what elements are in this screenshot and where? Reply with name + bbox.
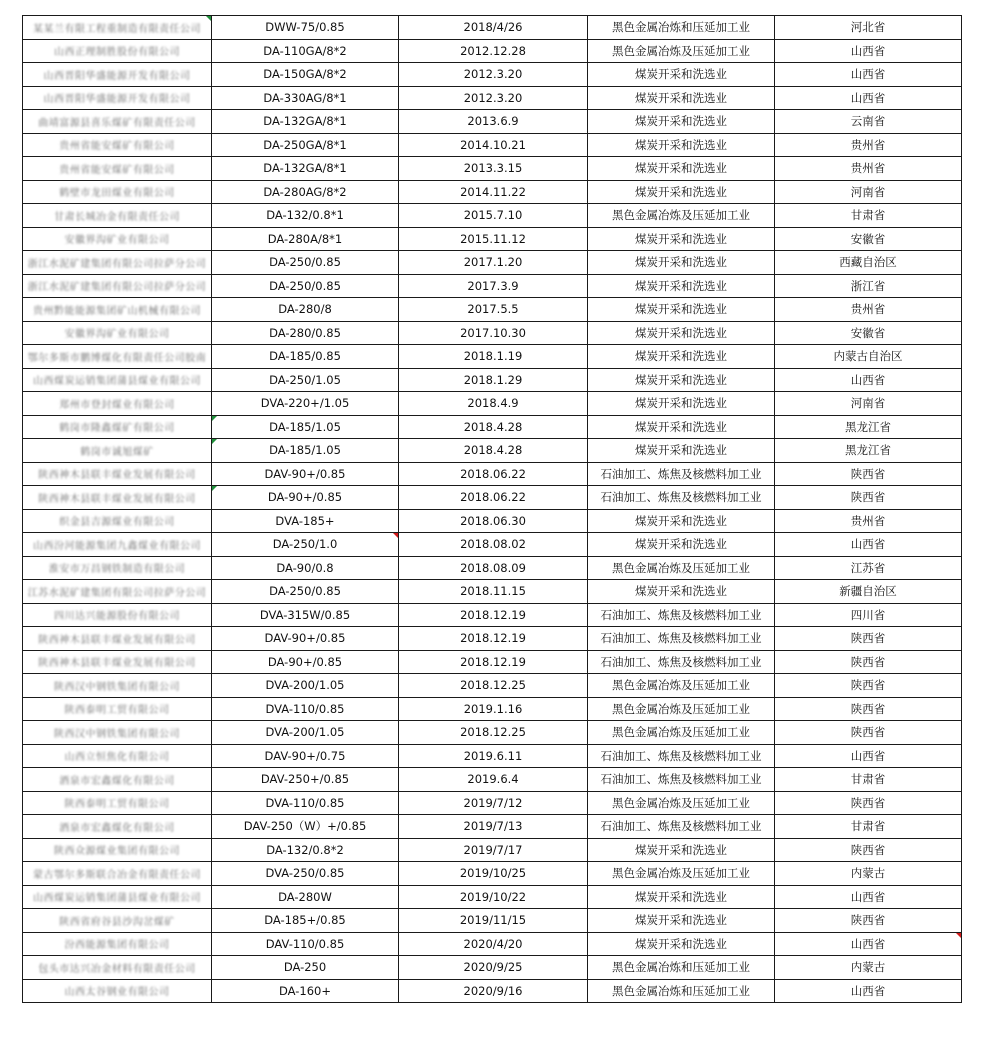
cell-industry[interactable]: 煤炭开采和洗选业 (588, 298, 775, 322)
cell-date[interactable]: 2018.06.22 (399, 462, 588, 486)
cell-company[interactable] (23, 956, 212, 980)
cell-industry[interactable]: 石油加工、炼焦及核燃料加工业 (588, 462, 775, 486)
cell-province[interactable]: 陕西省 (775, 721, 962, 745)
cell-company[interactable] (23, 63, 212, 87)
cell-date[interactable]: 2012.12.28 (399, 39, 588, 63)
cell-model[interactable]: DA-90/0.8 (212, 556, 399, 580)
table-row[interactable] (23, 697, 962, 721)
cell-province[interactable]: 浙江省 (775, 274, 962, 298)
cell-model[interactable]: DA-110GA/8*2 (212, 39, 399, 63)
cell-company[interactable] (23, 627, 212, 651)
company-name-redacted: 包头市达兴冶金材料有限责任公司 (38, 963, 196, 975)
cell-company[interactable] (23, 556, 212, 580)
cell-date[interactable]: 2018.06.22 (399, 486, 588, 510)
table-row[interactable] (23, 838, 962, 862)
table-row[interactable] (23, 885, 962, 909)
cell-model[interactable]: DAV-110/0.85 (212, 932, 399, 956)
cell-model[interactable]: DA-280/8 (212, 298, 399, 322)
cell-company[interactable] (23, 838, 212, 862)
cell-date[interactable]: 2018.4.9 (399, 392, 588, 416)
cell-model[interactable]: DVA-315W/0.85 (212, 603, 399, 627)
cell-industry[interactable]: 煤炭开采和洗选业 (588, 157, 775, 181)
cell-model[interactable]: DA-280W (212, 885, 399, 909)
table-row[interactable] (23, 979, 962, 1003)
table-row[interactable] (23, 768, 962, 792)
cell-province[interactable]: 陕西省 (775, 838, 962, 862)
cell-province[interactable]: 贵州省 (775, 298, 962, 322)
cell-model[interactable]: DVA-220+/1.05 (212, 392, 399, 416)
cell-date[interactable]: 2013.6.9 (399, 110, 588, 134)
cell-date[interactable]: 2018.1.29 (399, 368, 588, 392)
cell-model[interactable]: DWW-75/0.85 (212, 16, 399, 40)
cell-province[interactable]: 黑龙江省 (775, 415, 962, 439)
cell-company[interactable] (23, 133, 212, 157)
cell-model[interactable]: DA-132GA/8*1 (212, 110, 399, 134)
company-name-redacted: 郑州市登封煤业有限公司 (59, 399, 175, 411)
company-name-redacted: 汾西能源集团有限公司 (64, 940, 170, 952)
cell-province[interactable]: 山西省 (775, 932, 962, 956)
cell-industry[interactable]: 煤炭开采和洗选业 (588, 885, 775, 909)
table-row[interactable] (23, 274, 962, 298)
cell-industry[interactable]: 黑色金属冶炼及压延加工业 (588, 39, 775, 63)
company-name-redacted: 甘肃长城冶金有限责任公司 (54, 211, 180, 223)
cell-company[interactable] (23, 345, 212, 369)
cell-industry[interactable]: 黑色金属冶炼和压延加工业 (588, 979, 775, 1003)
table-row[interactable] (23, 721, 962, 745)
cell-province[interactable]: 内蒙古 (775, 862, 962, 886)
table-row[interactable] (23, 368, 962, 392)
cell-company[interactable] (23, 815, 212, 839)
cell-industry[interactable]: 煤炭开采和洗选业 (588, 392, 775, 416)
table-row[interactable] (23, 603, 962, 627)
company-name-redacted: 山西立恒焦化有限公司 (64, 752, 170, 764)
cell-date[interactable]: 2019/7/12 (399, 791, 588, 815)
company-name-redacted: 鄂尔多斯市鹏博煤化有限责任公司胶南 (27, 352, 207, 364)
cell-model[interactable]: DAV-250+/0.85 (212, 768, 399, 792)
cell-company[interactable] (23, 462, 212, 486)
cell-province[interactable]: 山西省 (775, 885, 962, 909)
cell-date[interactable]: 2020/9/25 (399, 956, 588, 980)
cell-company[interactable] (23, 110, 212, 134)
table-row[interactable] (23, 204, 962, 228)
cell-company[interactable] (23, 298, 212, 322)
cell-company[interactable] (23, 86, 212, 110)
cell-industry[interactable]: 煤炭开采和洗选业 (588, 345, 775, 369)
company-name-redacted: 贵州省能安煤矿有限公司 (59, 164, 175, 176)
cell-date[interactable]: 2017.1.20 (399, 251, 588, 275)
table-row[interactable] (23, 815, 962, 839)
cell-province[interactable]: 山西省 (775, 39, 962, 63)
cell-date[interactable]: 2019.6.11 (399, 744, 588, 768)
company-name-redacted: 陕西众源煤业集团有限公司 (54, 846, 180, 858)
cell-date[interactable]: 2012.3.20 (399, 63, 588, 87)
company-name-redacted: 山西太谷钢业有限公司 (64, 987, 170, 999)
cell-date[interactable]: 2018.08.02 (399, 533, 588, 557)
cell-model[interactable]: DVA-110/0.85 (212, 697, 399, 721)
cell-industry[interactable]: 煤炭开采和洗选业 (588, 533, 775, 557)
company-name-redacted: 某某兰有限工程重制造有限责任公司 (33, 23, 201, 35)
cell-date[interactable]: 2014.11.22 (399, 180, 588, 204)
company-name-redacted: 浙江水泥矿建集团有限公司拉萨分公司 (27, 282, 207, 294)
cell-model[interactable]: DA-185/0.85 (212, 345, 399, 369)
table-row[interactable] (23, 345, 962, 369)
table-row[interactable] (23, 627, 962, 651)
cell-model[interactable]: DAV-90+/0.75 (212, 744, 399, 768)
cell-province[interactable]: 黑龙江省 (775, 439, 962, 463)
cell-model[interactable]: DA-280A/8*1 (212, 227, 399, 251)
cell-industry[interactable]: 煤炭开采和洗选业 (588, 321, 775, 345)
company-name-redacted: 陕西汉中钢铁集团有限公司 (54, 728, 180, 740)
cell-industry[interactable]: 黑色金属冶炼及压延加工业 (588, 862, 775, 886)
cell-province[interactable]: 新疆自治区 (775, 580, 962, 604)
cell-model[interactable]: DA-330AG/8*1 (212, 86, 399, 110)
cell-date[interactable]: 2019/10/22 (399, 885, 588, 909)
cell-company[interactable] (23, 509, 212, 533)
cell-model[interactable]: DA-250/0.85 (212, 274, 399, 298)
cell-company[interactable] (23, 227, 212, 251)
cell-industry[interactable]: 煤炭开采和洗选业 (588, 932, 775, 956)
table-body (23, 16, 962, 1003)
cell-date[interactable]: 2018.12.19 (399, 650, 588, 674)
cell-model[interactable]: DA-90+/0.85 (212, 486, 399, 510)
cell-date[interactable]: 2017.5.5 (399, 298, 588, 322)
cell-model[interactable]: DA-185/1.05 (212, 415, 399, 439)
cell-model[interactable]: DAV-90+/0.85 (212, 462, 399, 486)
table-row[interactable] (23, 63, 962, 87)
cell-industry[interactable]: 黑色金属冶炼和压延加工业 (588, 956, 775, 980)
cell-province[interactable]: 河北省 (775, 16, 962, 40)
cell-date[interactable]: 2020/9/16 (399, 979, 588, 1003)
cell-company[interactable] (23, 650, 212, 674)
cell-province[interactable]: 安徽省 (775, 321, 962, 345)
cell-date[interactable]: 2017.10.30 (399, 321, 588, 345)
company-name-redacted: 山西汾河能源集团九鑫煤业有限公司 (33, 540, 201, 552)
cell-industry[interactable]: 煤炭开采和洗选业 (588, 368, 775, 392)
table-row[interactable] (23, 415, 962, 439)
cell-date[interactable]: 2018.12.19 (399, 627, 588, 651)
cell-company[interactable] (23, 16, 212, 40)
table-row[interactable] (23, 674, 962, 698)
table-row[interactable] (23, 86, 962, 110)
cell-model[interactable]: DVA-185+ (212, 509, 399, 533)
company-name-redacted: 山西煤炭运销集团蒲县煤业有限公司 (33, 893, 201, 905)
cell-date[interactable]: 2015.7.10 (399, 204, 588, 228)
cell-model[interactable]: DA-250GA/8*1 (212, 133, 399, 157)
cell-model[interactable]: DA-132/0.8*2 (212, 838, 399, 862)
cell-industry[interactable]: 煤炭开采和洗选业 (588, 415, 775, 439)
cell-province[interactable]: 四川省 (775, 603, 962, 627)
cell-company[interactable] (23, 674, 212, 698)
cell-date[interactable]: 2017.3.9 (399, 274, 588, 298)
cell-model[interactable]: DVA-250/0.85 (212, 862, 399, 886)
company-name-redacted: 浙江水泥矿建集团有限公司拉萨分公司 (27, 258, 207, 270)
table-row[interactable] (23, 509, 962, 533)
company-name-redacted: 陕西汉中钢铁集团有限公司 (54, 681, 180, 693)
equipment-table (22, 15, 962, 1003)
cell-industry[interactable]: 煤炭开采和洗选业 (588, 251, 775, 275)
cell-industry[interactable]: 黑色金属冶炼及压延加工业 (588, 791, 775, 815)
cell-date[interactable]: 2019.6.4 (399, 768, 588, 792)
company-name-redacted: 贵州省能安煤矿有限公司 (59, 141, 175, 153)
cell-province[interactable]: 山西省 (775, 63, 962, 87)
cell-industry[interactable]: 煤炭开采和洗选业 (588, 180, 775, 204)
cell-industry[interactable]: 煤炭开采和洗选业 (588, 580, 775, 604)
cell-province[interactable]: 陕西省 (775, 791, 962, 815)
table-row[interactable] (23, 956, 962, 980)
cell-industry[interactable]: 黑色金属冶炼及压延加工业 (588, 556, 775, 580)
company-name-redacted: 安徽界沟矿业有限公司 (64, 329, 170, 341)
cell-date[interactable]: 2019/11/15 (399, 909, 588, 933)
cell-industry[interactable]: 石油加工、炼焦及核燃料加工业 (588, 486, 775, 510)
cell-industry[interactable]: 煤炭开采和洗选业 (588, 274, 775, 298)
cell-model[interactable]: DA-280AG/8*2 (212, 180, 399, 204)
cell-model[interactable]: DVA-200/1.05 (212, 721, 399, 745)
cell-date[interactable]: 2019.1.16 (399, 697, 588, 721)
table-row[interactable] (23, 486, 962, 510)
company-name-redacted: 陕西泰明工贸有限公司 (64, 705, 170, 717)
company-name-redacted: 蒙古鄂尔多斯联合冶金有限责任公司 (33, 869, 201, 881)
cell-industry[interactable]: 石油加工、炼焦及核燃料加工业 (588, 603, 775, 627)
cell-province[interactable]: 山西省 (775, 86, 962, 110)
cell-company[interactable] (23, 415, 212, 439)
company-name-redacted: 山西晋阳华盛能源开发有限公司 (43, 94, 191, 106)
cell-company[interactable] (23, 580, 212, 604)
table-row[interactable] (23, 791, 962, 815)
company-name-redacted: 四川达兴能源股份有限公司 (54, 611, 180, 623)
company-name-redacted: 山西晋阳华盛能源开发有限公司 (43, 70, 191, 82)
cell-model[interactable]: DA-185+/0.85 (212, 909, 399, 933)
cell-date[interactable]: 2018.12.25 (399, 721, 588, 745)
cell-province[interactable]: 云南省 (775, 110, 962, 134)
cell-model[interactable]: DA-132/0.8*1 (212, 204, 399, 228)
cell-province[interactable]: 甘肃省 (775, 204, 962, 228)
cell-province[interactable]: 陕西省 (775, 486, 962, 510)
company-name-redacted: 陕西省府谷县沙沟岔煤矿 (59, 916, 175, 928)
cell-model[interactable]: DA-90+/0.85 (212, 650, 399, 674)
cell-province[interactable]: 甘肃省 (775, 815, 962, 839)
cell-company[interactable] (23, 768, 212, 792)
company-name-redacted: 酒泉市宏鑫煤化有限公司 (59, 775, 175, 787)
cell-company[interactable] (23, 392, 212, 416)
company-name-redacted: 江苏水泥矿建集团有限公司拉萨分公司 (27, 587, 207, 599)
cell-date[interactable]: 2018.12.25 (399, 674, 588, 698)
cell-province[interactable]: 河南省 (775, 180, 962, 204)
cell-model[interactable]: DAV-250（W）+/0.85 (212, 815, 399, 839)
cell-industry[interactable]: 煤炭开采和洗选业 (588, 909, 775, 933)
table-row[interactable] (23, 110, 962, 134)
table-row[interactable] (23, 133, 962, 157)
table-row[interactable] (23, 39, 962, 63)
cell-date[interactable]: 2018/4/26 (399, 16, 588, 40)
cell-province[interactable]: 贵州省 (775, 133, 962, 157)
cell-company[interactable] (23, 251, 212, 275)
cell-industry[interactable]: 煤炭开采和洗选业 (588, 227, 775, 251)
cell-company[interactable] (23, 885, 212, 909)
cell-model[interactable]: DA-150GA/8*2 (212, 63, 399, 87)
cell-industry[interactable]: 黑色金属冶炼及压延加工业 (588, 697, 775, 721)
cell-company[interactable] (23, 721, 212, 745)
cell-industry[interactable]: 石油加工、炼焦及核燃料加工业 (588, 744, 775, 768)
cell-model[interactable]: DA-160+ (212, 979, 399, 1003)
cell-province[interactable]: 河南省 (775, 392, 962, 416)
company-name-redacted: 贵州黔能能源集团矿山机械有限公司 (33, 305, 201, 317)
company-name-redacted: 陕西神木县联丰煤业发展有限公司 (38, 470, 196, 482)
cell-industry[interactable]: 煤炭开采和洗选业 (588, 838, 775, 862)
cell-date[interactable]: 2013.3.15 (399, 157, 588, 181)
cell-province[interactable]: 西藏自治区 (775, 251, 962, 275)
table-row[interactable] (23, 157, 962, 181)
company-name-redacted: 安徽界沟矿业有限公司 (64, 235, 170, 247)
cell-company[interactable] (23, 533, 212, 557)
cell-province[interactable]: 陕西省 (775, 462, 962, 486)
cell-date[interactable]: 2018.4.28 (399, 439, 588, 463)
table-row[interactable] (23, 462, 962, 486)
cell-company[interactable] (23, 321, 212, 345)
cell-province[interactable]: 陕西省 (775, 909, 962, 933)
cell-model[interactable]: DA-185/1.05 (212, 439, 399, 463)
table-row[interactable] (23, 439, 962, 463)
table-row[interactable] (23, 321, 962, 345)
cell-province[interactable]: 内蒙古 (775, 956, 962, 980)
cell-date[interactable]: 2018.08.09 (399, 556, 588, 580)
table-row[interactable] (23, 180, 962, 204)
cell-industry[interactable]: 煤炭开采和洗选业 (588, 86, 775, 110)
cell-date[interactable]: 2018.4.28 (399, 415, 588, 439)
table-row[interactable] (23, 650, 962, 674)
cell-province[interactable]: 安徽省 (775, 227, 962, 251)
cell-date[interactable]: 2018.1.19 (399, 345, 588, 369)
table-row[interactable] (23, 580, 962, 604)
cell-model[interactable]: DA-250/0.85 (212, 251, 399, 275)
company-name-redacted: 鹤岗市隆鑫煤矿有限公司 (59, 423, 175, 435)
cell-model[interactable]: DAV-90+/0.85 (212, 627, 399, 651)
table-row[interactable] (23, 251, 962, 275)
cell-industry[interactable]: 石油加工、炼焦及核燃料加工业 (588, 815, 775, 839)
cell-date[interactable]: 2019/10/25 (399, 862, 588, 886)
company-name-redacted: 山西煤炭运销集团蒲县煤业有限公司 (33, 376, 201, 388)
cell-industry[interactable]: 煤炭开采和洗选业 (588, 439, 775, 463)
cell-province[interactable]: 内蒙古自治区 (775, 345, 962, 369)
cell-company[interactable] (23, 697, 212, 721)
cell-model[interactable]: DA-250/0.85 (212, 580, 399, 604)
cell-province[interactable]: 山西省 (775, 744, 962, 768)
company-name-redacted: 陕西神木县联丰煤业发展有限公司 (38, 658, 196, 670)
cell-company[interactable] (23, 157, 212, 181)
table-row[interactable] (23, 392, 962, 416)
cell-company[interactable] (23, 39, 212, 63)
cell-model[interactable]: DVA-200/1.05 (212, 674, 399, 698)
company-name-redacted: 陕西神木县联丰煤业发展有限公司 (38, 634, 196, 646)
cell-province[interactable]: 陕西省 (775, 697, 962, 721)
company-name-redacted: 山西正理制胜股份有限公司 (54, 47, 180, 59)
cell-date[interactable]: 2020/4/20 (399, 932, 588, 956)
cell-company[interactable] (23, 791, 212, 815)
cell-industry[interactable]: 黑色金属冶炼及压延加工业 (588, 721, 775, 745)
cell-industry[interactable]: 煤炭开采和洗选业 (588, 133, 775, 157)
cell-company[interactable] (23, 368, 212, 392)
cell-date[interactable]: 2018.11.15 (399, 580, 588, 604)
cell-industry[interactable]: 石油加工、炼焦及核燃料加工业 (588, 627, 775, 651)
cell-model[interactable]: DVA-110/0.85 (212, 791, 399, 815)
cell-industry[interactable]: 黑色金属冶炼及压延加工业 (588, 204, 775, 228)
table-row[interactable] (23, 932, 962, 956)
cell-date[interactable]: 2014.10.21 (399, 133, 588, 157)
company-name-redacted: 鹤岗市诚旭煤矿 (80, 446, 154, 458)
cell-company[interactable] (23, 979, 212, 1003)
cell-industry[interactable]: 煤炭开采和洗选业 (588, 110, 775, 134)
company-name-redacted: 鹤壁市龙田煤业有限公司 (59, 188, 175, 200)
cell-province[interactable]: 贵州省 (775, 509, 962, 533)
cell-province[interactable]: 甘肃省 (775, 768, 962, 792)
cell-province[interactable]: 江苏省 (775, 556, 962, 580)
cell-company[interactable] (23, 486, 212, 510)
cell-industry[interactable]: 煤炭开采和洗选业 (588, 63, 775, 87)
cell-model[interactable]: DA-250/1.05 (212, 368, 399, 392)
company-name-redacted: 织金县吉源煤业有限公司 (59, 517, 175, 529)
cell-model[interactable]: DA-132GA/8*1 (212, 157, 399, 181)
cell-date[interactable]: 2018.12.19 (399, 603, 588, 627)
cell-date[interactable]: 2012.3.20 (399, 86, 588, 110)
cell-industry[interactable]: 石油加工、炼焦及核燃料加工业 (588, 768, 775, 792)
cell-company[interactable] (23, 274, 212, 298)
cell-industry[interactable]: 黑色金属冶炼及压延加工业 (588, 674, 775, 698)
table-row[interactable] (23, 556, 962, 580)
cell-company[interactable] (23, 909, 212, 933)
cell-company[interactable] (23, 932, 212, 956)
cell-company[interactable] (23, 180, 212, 204)
cell-company[interactable] (23, 862, 212, 886)
company-name-redacted: 酒泉市宏鑫煤化有限公司 (59, 822, 175, 834)
cell-province[interactable]: 山西省 (775, 368, 962, 392)
cell-model[interactable]: DA-250 (212, 956, 399, 980)
cell-industry[interactable]: 石油加工、炼焦及核燃料加工业 (588, 650, 775, 674)
table-row[interactable] (23, 744, 962, 768)
company-name-redacted: 淮安市万昌钢铁制造有限公司 (48, 564, 186, 576)
company-name-redacted: 曲靖富源县喜乐煤矿有限责任公司 (38, 117, 196, 129)
table-row[interactable] (23, 862, 962, 886)
table-row[interactable] (23, 16, 962, 40)
cell-company[interactable] (23, 744, 212, 768)
cell-province[interactable]: 陕西省 (775, 627, 962, 651)
cell-province[interactable]: 陕西省 (775, 650, 962, 674)
cell-province[interactable]: 陕西省 (775, 674, 962, 698)
cell-company[interactable] (23, 439, 212, 463)
company-name-redacted: 陕西神木县联丰煤业发展有限公司 (38, 493, 196, 505)
company-name-redacted: 陕西泰明工贸有限公司 (64, 799, 170, 811)
table-row[interactable] (23, 909, 962, 933)
table-row[interactable] (23, 298, 962, 322)
cell-industry[interactable]: 煤炭开采和洗选业 (588, 509, 775, 533)
cell-date[interactable]: 2019/7/17 (399, 838, 588, 862)
cell-company[interactable] (23, 603, 212, 627)
table-row[interactable] (23, 533, 962, 557)
cell-industry[interactable]: 黑色金属冶炼和压延加工业 (588, 16, 775, 40)
cell-model[interactable]: DA-250/1.0 (212, 533, 399, 557)
cell-province[interactable]: 山西省 (775, 533, 962, 557)
cell-province[interactable]: 贵州省 (775, 157, 962, 181)
cell-date[interactable]: 2018.06.30 (399, 509, 588, 533)
cell-province[interactable]: 山西省 (775, 979, 962, 1003)
cell-model[interactable]: DA-280/0.85 (212, 321, 399, 345)
cell-date[interactable]: 2015.11.12 (399, 227, 588, 251)
table-row[interactable] (23, 227, 962, 251)
cell-company[interactable] (23, 204, 212, 228)
cell-date[interactable]: 2019/7/13 (399, 815, 588, 839)
